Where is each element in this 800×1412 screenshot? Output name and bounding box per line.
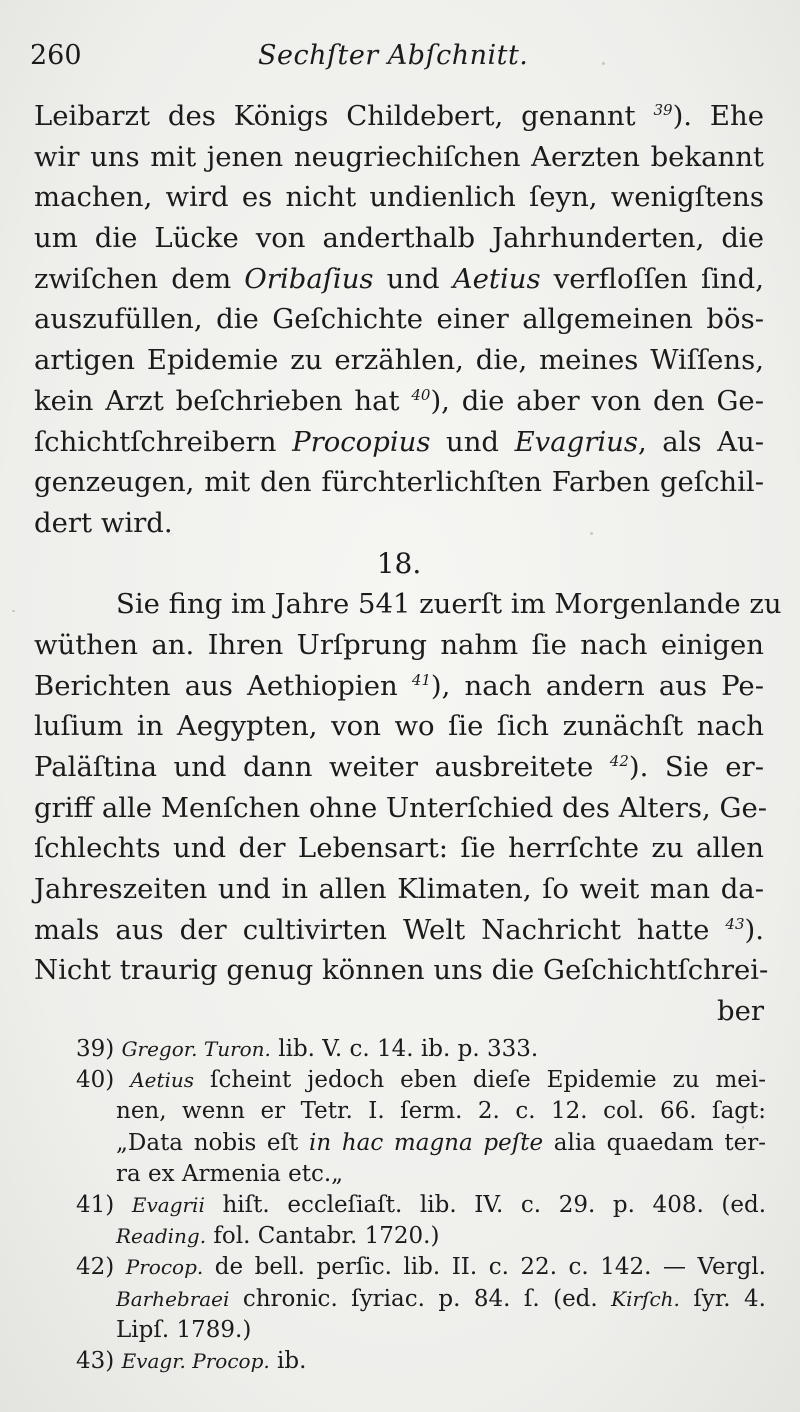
- section-number: 18.: [376, 546, 422, 580]
- footnote-ref-43: 43: [725, 914, 745, 933]
- text-run: und: [373, 262, 453, 295]
- footnote-number: 41): [76, 1191, 115, 1218]
- text-line: Sie fing im Jahre 541 zuerſt im Morgenlande zu: [116, 588, 782, 621]
- footnote-line: [76, 1190, 766, 1221]
- text-line: Jahreszeiten und in allen Klimaten, ſo weit man da-: [34, 873, 764, 906]
- footnote-ref-41: 41: [411, 670, 431, 689]
- footnote-text: hiſt. eccleſiaſt. lib. IV. c. 29. p. 408. (ed.: [204, 1191, 767, 1218]
- text-line: [34, 747, 764, 788]
- footnote-text: ſcheint jedoch eben dieſe Epidemie zu mei-: [194, 1067, 766, 1094]
- footnote-ref-42: 42: [609, 751, 629, 770]
- footnote-number: 40): [76, 1067, 115, 1094]
- text-line: machen, wird es nicht undienlich ſeyn, wenigſtens: [34, 181, 764, 214]
- footnotes: [76, 1034, 766, 1377]
- footnote-ref-39: 39: [653, 100, 673, 119]
- footnote-line: [76, 1252, 766, 1283]
- text-line: wüthen an. Ihren Urſprung nahm ſie nach einigen: [34, 628, 764, 661]
- page-header: [30, 40, 770, 80]
- text-line: genzeugen, mit den fürchterlichſten Farben geſchil-: [34, 466, 764, 499]
- footnote-number: 43): [76, 1347, 115, 1374]
- text-run: ), die aber von den Ge-: [430, 384, 764, 417]
- footnote-line: [76, 1284, 766, 1315]
- text-line: [34, 910, 764, 951]
- text-run: Leibarzt des Königs Childebert, genannt: [34, 100, 654, 132]
- text-run: ), nach andern aus Pe-: [430, 669, 764, 702]
- footnote-line: [76, 1034, 766, 1065]
- page-number: 260: [30, 40, 82, 71]
- footnote-editor: Reading.: [116, 1224, 207, 1249]
- footnote-text: ſyr. 4.: [679, 1285, 766, 1312]
- footnote-41: [76, 1190, 766, 1252]
- footnote-number: 42): [76, 1254, 115, 1281]
- text-line: [34, 666, 764, 707]
- footnote-text: „Data nobis eſt: [116, 1129, 309, 1156]
- footnote-line: [76, 1065, 766, 1096]
- footnote-text: fol. Cantabr. 1720.): [206, 1223, 440, 1250]
- footnote-author: Barhebraei: [116, 1286, 230, 1311]
- footnote-line: nen, wenn er Tetr. I. ſerm. 2. c. 12. col. 66. ſagt:: [116, 1098, 766, 1125]
- text-run: ). Sie er-: [628, 751, 764, 783]
- footnote-line: ra ex Armenia etc.„: [116, 1160, 344, 1187]
- text-line: [34, 96, 764, 137]
- text-line: um die Lücke von anderthalb Jahrhunderten, die: [34, 222, 764, 255]
- text-run: kein Arzt beſchrieben hat: [34, 384, 412, 417]
- footnote-39: [76, 1034, 766, 1065]
- text-run: , als Au-: [637, 425, 765, 458]
- footnote-author: Evagr. Procop.: [121, 1348, 270, 1373]
- footnote-author: Gregor. Turon.: [121, 1037, 271, 1061]
- text-line: luſium in Aegypten, von wo ſie ſich zunächſt nach: [34, 710, 764, 743]
- paper-speck: [12, 610, 15, 612]
- person-name-oribasius: Oribaſius: [244, 262, 374, 295]
- text-line: dert wird.: [34, 506, 173, 539]
- paper-speck: [590, 532, 593, 535]
- footnote-43: [76, 1346, 766, 1377]
- text-line: Nicht traurig genug können uns die Geſchichtſchrei-: [34, 954, 769, 987]
- text-line: [34, 422, 764, 463]
- footnote-line: Lipſ. 1789.): [116, 1316, 252, 1343]
- text-line: griff alle Menſchen ohne Unterſchied des Alters, Ge-: [34, 791, 768, 824]
- main-text: [34, 96, 782, 1032]
- footnote-42: [76, 1252, 766, 1346]
- text-run: und: [430, 425, 515, 458]
- footnote-author: Procop.: [125, 1255, 204, 1280]
- text-run: verfloſſen ſind,: [540, 262, 764, 295]
- footnote-text: ib.: [269, 1347, 307, 1374]
- person-name-aetius: Aetius: [452, 262, 541, 295]
- text-line: ſchlechts und der Lebensart: ſie herrſchte zu allen: [34, 832, 764, 865]
- footnote-quote-italic: in hac magna peſte: [308, 1129, 544, 1156]
- running-head: Sechſter Abſchnitt.: [258, 40, 529, 71]
- text-line: artigen Epidemie zu erzählen, die, meines Wiſſens,: [34, 344, 764, 377]
- footnote-text: chronic. ſyriac. p. 84. ſ. (ed.: [229, 1285, 612, 1312]
- footnote-line: [76, 1128, 766, 1159]
- catchword: ber: [716, 995, 764, 1028]
- paper-speck: [602, 62, 605, 65]
- footnote-number: 39): [76, 1036, 115, 1062]
- footnote-40: [76, 1065, 766, 1190]
- text-run: ).: [744, 913, 764, 946]
- text-run: Paläſtina und dann weiter ausbreitete: [34, 751, 610, 783]
- text-run: ). Ehe: [672, 100, 764, 132]
- text-line: [34, 259, 764, 300]
- footnote-line: [76, 1346, 766, 1377]
- footnote-text: de bell. perſic. lib. II. c. 22. c. 142. — Vergl.: [203, 1254, 766, 1281]
- paragraph-2: [34, 584, 782, 1032]
- footnote-text: lib. V. c. 14. ib. p. 333.: [270, 1036, 539, 1062]
- footnote-editor: Kirſch.: [611, 1286, 680, 1311]
- text-run: mals aus der cultivirten Welt Nachricht hatte: [34, 913, 726, 946]
- person-name-evagrius: Evagrius: [514, 425, 638, 458]
- footnote-ref-40: 40: [411, 385, 431, 404]
- footnote-line: [76, 1221, 766, 1252]
- footnote-author: Aetius: [130, 1068, 195, 1093]
- text-run: ſchichtſchreibern: [34, 425, 293, 458]
- footnote-author: Evagrii: [131, 1192, 205, 1217]
- person-name-procopius: Procopius: [292, 425, 431, 458]
- text-line: [34, 381, 764, 422]
- text-line: wir uns mit jenen neugriechiſchen Aerzten bekannt: [34, 140, 764, 173]
- text-line: auszufüllen, die Geſchichte einer allgemeinen bös-: [34, 303, 764, 336]
- paragraph-1: [34, 96, 764, 544]
- footnote-text: alia quaedam ter-: [543, 1129, 767, 1156]
- text-run: zwiſchen dem: [34, 262, 245, 295]
- text-run: Berichten aus Aethiopien: [34, 669, 412, 702]
- paper-speck: [742, 1126, 744, 1129]
